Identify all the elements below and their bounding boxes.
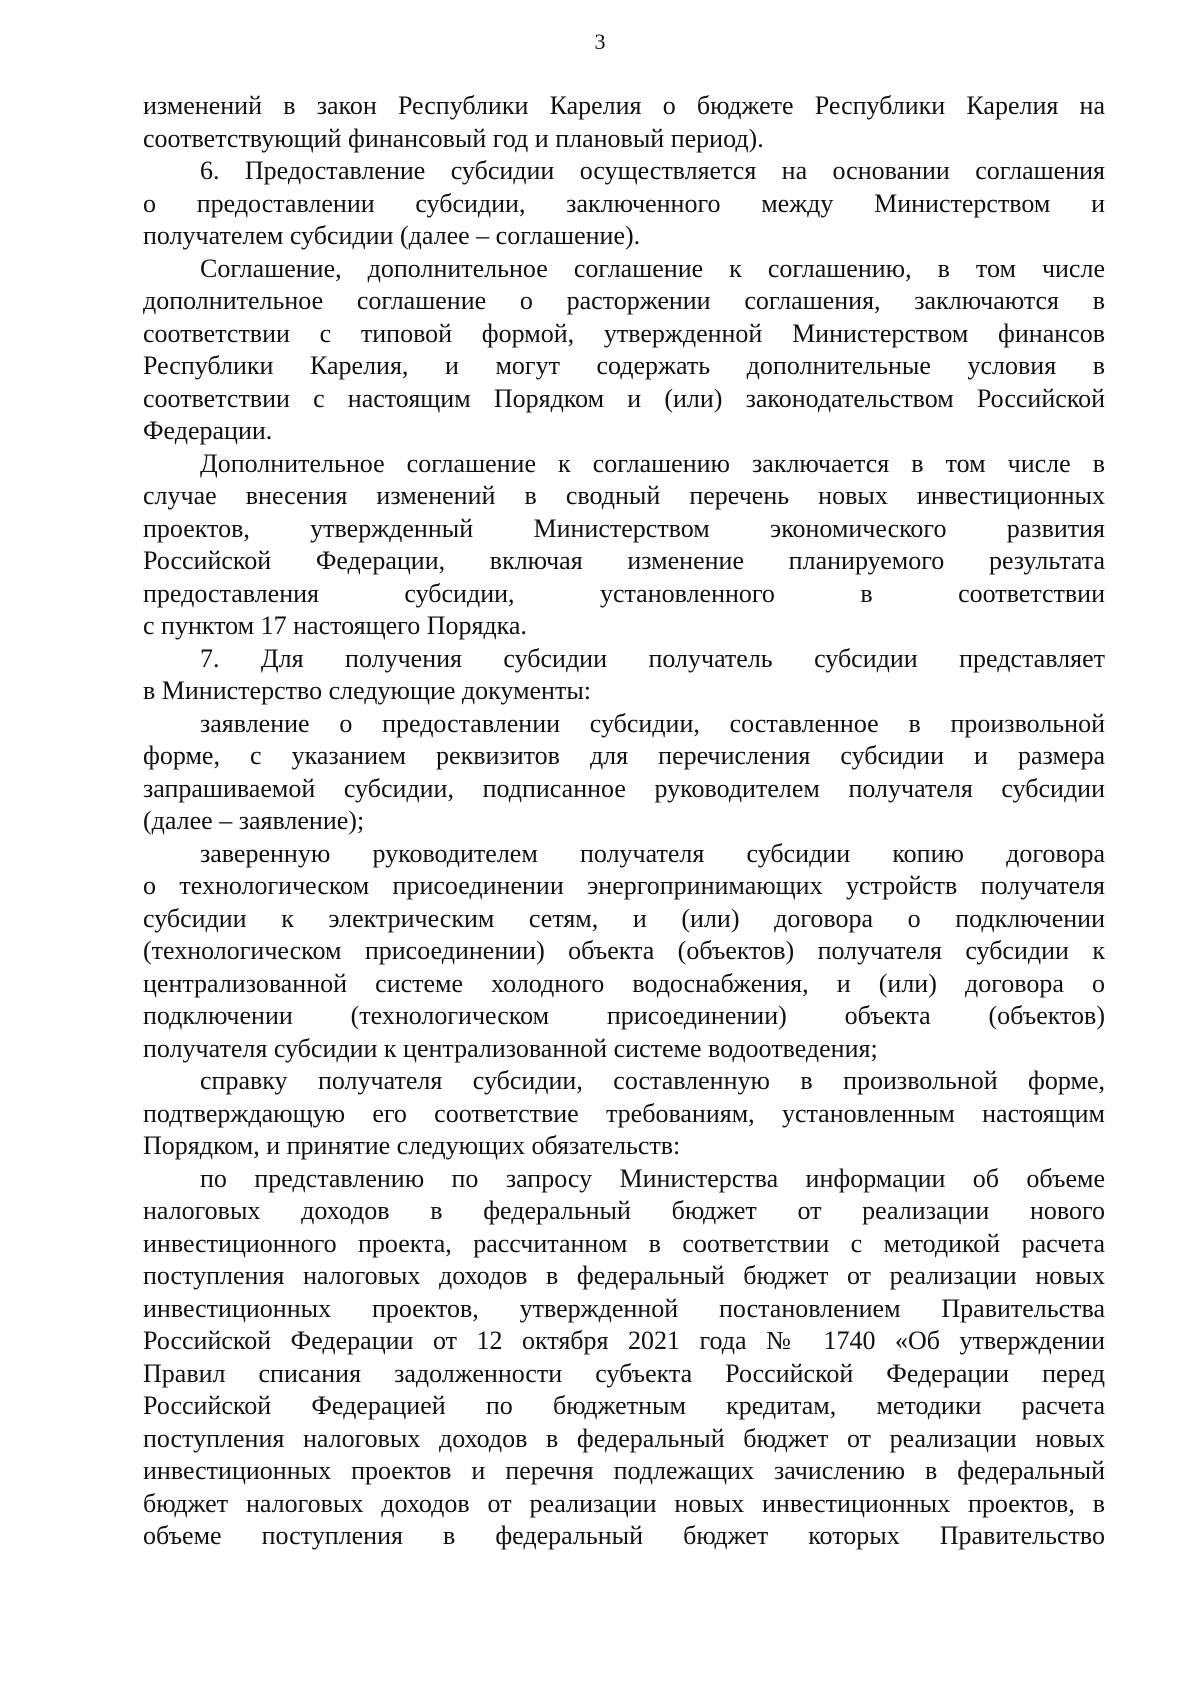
paragraph-line: объеме поступления в федеральный бюджет которых Правительство bbox=[143, 1521, 1105, 1550]
paragraph bbox=[143, 90, 1105, 155]
paragraph bbox=[143, 253, 1105, 448]
paragraph-line: соответствии с типовой формой, утвержденной Министерством финансов bbox=[143, 318, 1105, 348]
paragraph bbox=[143, 643, 1105, 708]
paragraph-line: инвестиционного проекта, рассчитанном в соответствии с методикой расчета bbox=[143, 1228, 1105, 1258]
paragraph-line: бюджет налоговых доходов от реализации новых инвестиционных проектов, в bbox=[143, 1488, 1105, 1518]
paragraph-line: заверенную руководителем получателя субсидии копию договора bbox=[200, 838, 1105, 868]
paragraph-line: (далее – заявление); bbox=[143, 806, 365, 835]
paragraph-line: Порядком, и принятие следующих обязательств: bbox=[143, 1131, 681, 1160]
paragraph-line: субсидии к электрическим сетям, и (или) договора о подключении bbox=[143, 903, 1105, 933]
paragraph-line: 7. Для получения субсидии получатель субсидии представляет bbox=[200, 643, 1105, 673]
paragraph-line: получателя субсидии к централизованной системе водоотведения; bbox=[143, 1033, 878, 1063]
paragraph-line: централизованной системе холодного водоснабжения, и (или) договора о bbox=[143, 968, 1105, 998]
paragraph-line: инвестиционных проектов, утвержденной постановлением Правительства bbox=[143, 1293, 1105, 1323]
paragraph-line: налоговых доходов в федеральный бюджет от реализации нового bbox=[143, 1196, 1105, 1225]
paragraph-line: Правил списания задолженности субъекта Российской Федерации перед bbox=[143, 1358, 1105, 1388]
paragraph-line: Российской Федерации от 12 октября 2021 года № 1740 «Об утверждении bbox=[143, 1326, 1105, 1355]
paragraph-line: подтверждающую его соответствие требованиям, установленным настоящим bbox=[143, 1098, 1105, 1128]
paragraph-line: получателем субсидии (далее – соглашение). bbox=[143, 221, 641, 250]
paragraph-line: Федерации. bbox=[143, 416, 273, 445]
paragraph-line: о технологическом присоединении энергопринимающих устройств получателя bbox=[143, 871, 1105, 900]
paragraph bbox=[143, 448, 1105, 643]
paragraph-line: изменений в закон Республики Карелия о бюджете Республики Карелия на bbox=[143, 91, 1105, 120]
paragraph-line: 6. Предоставление субсидии осуществляется на основании соглашения bbox=[200, 156, 1105, 185]
paragraph-line: Российской Федерацией по бюджетным кредитам, методики расчета bbox=[143, 1391, 1105, 1420]
paragraph-line: в Министерство следующие документы: bbox=[143, 676, 592, 705]
paragraph-line: с пунктом 17 настоящего Порядка. bbox=[143, 611, 527, 640]
paragraph-line: Дополнительное соглашение к соглашению заключается в том числе в bbox=[200, 448, 1105, 478]
paragraph-line: о предоставлении субсидии, заключенного между Министерством и bbox=[143, 188, 1105, 218]
paragraph-line: предоставления субсидии, установленного в соответствии bbox=[143, 578, 1105, 608]
paragraph-line: форме, с указанием реквизитов для перечисления субсидии и размера bbox=[143, 741, 1105, 770]
paragraph-line: Республики Карелия, и могут содержать дополнительные условия в bbox=[143, 351, 1105, 380]
paragraph-line: подключении (технологическом присоединении) объекта (объектов) bbox=[143, 1001, 1105, 1030]
paragraph-line: Соглашение, дополнительное соглашение к соглашению, в том числе bbox=[200, 253, 1105, 283]
paragraph bbox=[143, 838, 1105, 1066]
paragraph-line: поступления налоговых доходов в федеральный бюджет от реализации новых bbox=[143, 1261, 1105, 1290]
paragraph bbox=[143, 708, 1105, 838]
paragraph bbox=[143, 155, 1105, 253]
paragraph-line: проектов, утвержденный Министерством экономического развития bbox=[143, 513, 1105, 543]
paragraph-line: справку получателя субсидии, составленную в произвольной форме, bbox=[200, 1066, 1105, 1095]
paragraph-line: соответствии с настоящим Порядком и (или) законодательством Российской bbox=[143, 383, 1105, 413]
paragraph bbox=[143, 1163, 1105, 1553]
paragraph-line: случае внесения изменений в сводный перечень новых инвестиционных bbox=[143, 481, 1105, 510]
paragraph-line: дополнительное соглашение о расторжении соглашения, заключаются в bbox=[143, 286, 1105, 315]
paragraph-line: Российской Федерации, включая изменение планируемого результата bbox=[143, 546, 1105, 575]
paragraph-line: соответствующий финансовый год и плановый период). bbox=[143, 123, 764, 153]
paragraph-line: поступления налоговых доходов в федеральный бюджет от реализации новых bbox=[143, 1423, 1105, 1453]
page-number: 3 bbox=[594, 29, 606, 54]
paragraph-line: инвестиционных проектов и перечня подлежащих зачислению в федеральный bbox=[143, 1456, 1105, 1485]
paragraph-line: по представлению по запросу Министерства информации об объеме bbox=[200, 1163, 1105, 1193]
document-body bbox=[143, 90, 1105, 1553]
paragraph-line: (технологическом присоединении) объекта (объектов) получателя субсидии к bbox=[143, 936, 1105, 965]
paragraph-line: запрашиваемой субсидии, подписанное руководителем получателя субсидии bbox=[143, 773, 1105, 803]
paragraph bbox=[143, 1065, 1105, 1163]
paragraph-line: заявление о предоставлении субсидии, составленное в произвольной bbox=[200, 708, 1105, 738]
